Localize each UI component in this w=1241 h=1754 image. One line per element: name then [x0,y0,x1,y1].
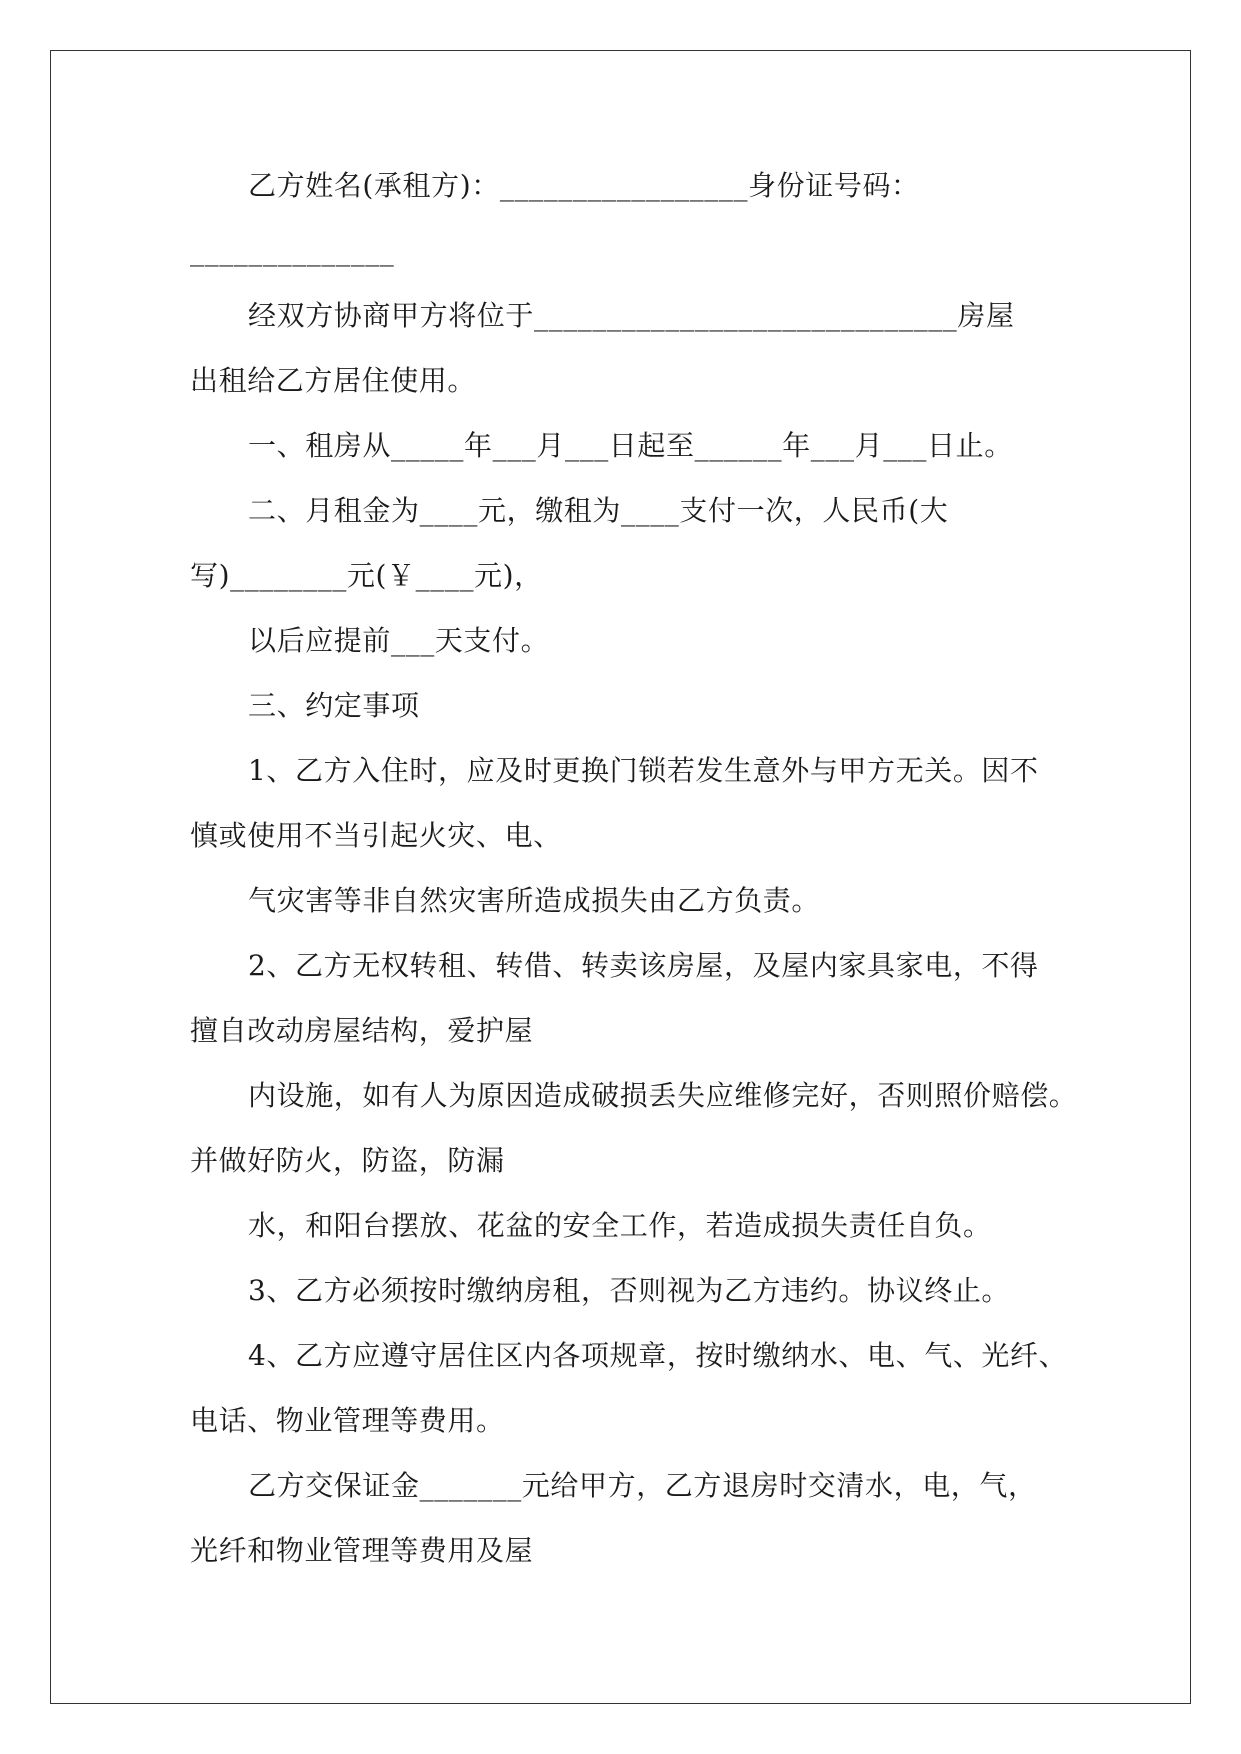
deposit-line-cont: 光纤和物业管理等费用及屋 [190,1534,534,1567]
item-1-line-cont: 慎或使用不当引起火灾、电、 [190,819,562,852]
item-4-line: 4、乙方应遵守居住区内各项规章，按时缴纳水、电、气、光纤、 [248,1339,1068,1372]
clause-1-rent-period: 一、租房从_____年___月___日起至______年___月___日止。 [248,429,1013,462]
clause-3-heading: 三、约定事项 [248,689,420,722]
item-2-line-balcony: 水，和阳台摆放、花盆的安全工作，若造成损失责任自负。 [248,1209,992,1242]
item-3-line: 3、乙方必须按时缴纳房租，否则视为乙方违约。协议终止。 [248,1274,1011,1307]
item-2-line: 2、乙方无权转租、转借、转卖该房屋，及屋内家具家电，不得 [248,949,1039,982]
item-2-line-cont: 擅自改动房屋结构，爱护屋 [190,1014,534,1047]
item-2-line-facilities: 内设施，如有人为原因造成破损丢失应维修完好，否则照价赔偿。 [248,1079,1078,1112]
property-location-line: 经双方协商甲方将位于_____________________________房屋 [248,299,1015,332]
item-1-line: 1、乙方入住时，应及时更换门锁若发生意外与甲方无关。因不 [248,754,1039,787]
payment-advance-line: 以后应提前___天支付。 [248,624,550,657]
item-2-line-prevention: 并做好防火，防盗，防漏 [190,1144,505,1177]
id-number-blank-line: ______________ [190,234,395,267]
property-location-line-cont: 出租给乙方居住使用。 [190,364,477,397]
deposit-line: 乙方交保证金_______元给甲方，乙方退房时交清水，电，气， [248,1469,1037,1502]
tenant-name-line: 乙方姓名(承租方)：_________________身份证号码： [248,169,920,202]
item-1-line-end: 气灾害等非自然灾害所造成损失由乙方负责。 [248,884,821,917]
clause-2-monthly-rent-cont: 写)________元(￥____元)， [190,559,543,592]
item-4-line-cont: 电话、物业管理等费用。 [190,1404,505,1437]
clause-2-monthly-rent: 二、月租金为____元，缴租为____支付一次，人民币(大 [248,494,949,527]
